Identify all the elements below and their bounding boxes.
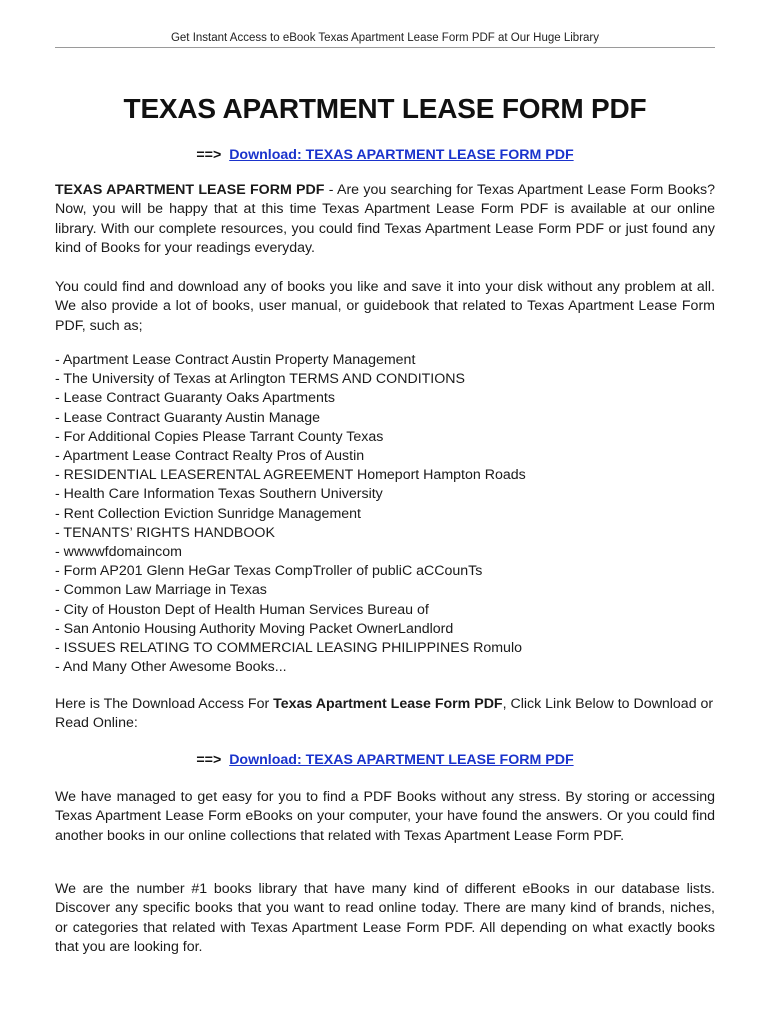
list-item: - TENANTS’ RIGHTS HANDBOOK bbox=[55, 524, 275, 541]
page-title: TEXAS APARTMENT LEASE FORM PDF bbox=[123, 93, 647, 124]
download-arrow-bottom: ==> bbox=[196, 752, 222, 768]
intro-paragraph bbox=[55, 181, 715, 259]
access-paragraph bbox=[55, 695, 715, 734]
list-item: - Form AP201 Glenn HeGar Texas CompTroller of publiC aCCounTs bbox=[55, 563, 483, 580]
list-item: - Health Care Information Texas Southern University bbox=[55, 486, 383, 503]
access-text-after: , Click Link Below to Download or Read Online: bbox=[55, 696, 714, 732]
list-item: - For Additional Copies Please Tarrant County Texas bbox=[55, 428, 384, 445]
book-list bbox=[55, 351, 715, 677]
download-link-bottom[interactable]: Download: TEXAS APARTMENT LEASE FORM PDF bbox=[229, 752, 574, 768]
list-item: - ISSUES RELATING TO COMMERCIAL LEASING PHILIPPINES Romulo bbox=[55, 640, 522, 657]
download-line-top bbox=[55, 146, 715, 164]
list-item: - Apartment Lease Contract Realty Pros of Austin bbox=[55, 448, 365, 465]
download-link-top[interactable]: Download: TEXAS APARTMENT LEASE FORM PDF bbox=[229, 147, 574, 163]
find-paragraph: You could find and download any of books you like and save it into your disk without any problem at all. We also provide a lot of books, user manual, or guidebook that related to Texas Apartment Lease Form PDF, such as; bbox=[55, 279, 715, 334]
list-item: - Apartment Lease Contract Austin Property Management bbox=[55, 352, 416, 368]
managed-paragraph: We have managed to get easy for you to find a PDF Books without any stress. By storing or accessing Texas Apartment Lease Form eBooks on your computer, your have found the answers. Or you could find another books in our online collections that related with Texas Apartment Lease Form PDF. bbox=[55, 789, 715, 844]
list-item: - Lease Contract Guaranty Austin Manage bbox=[55, 409, 320, 426]
page-header: Get Instant Access to eBook Texas Apartment Lease Form PDF at Our Huge Library bbox=[170, 32, 600, 44]
list-item: - RESIDENTIAL LEASERENTAL AGREEMENT Homeport Hampton Roads bbox=[55, 467, 526, 484]
download-arrow-top: ==> bbox=[196, 147, 222, 163]
list-item: - City of Houston Dept of Health Human Services Bureau of bbox=[55, 601, 429, 618]
list-item: - The University of Texas at Arlington TERMS AND CONDITIONS bbox=[55, 371, 465, 388]
download-line-bottom bbox=[55, 751, 715, 769]
access-text-before: Here is The Download Access For bbox=[55, 696, 274, 712]
list-item: - Common Law Marriage in Texas bbox=[55, 582, 267, 599]
list-item: - Lease Contract Guaranty Oaks Apartments bbox=[55, 390, 335, 407]
intro-bold-title: TEXAS APARTMENT LEASE FORM PDF bbox=[55, 182, 325, 198]
list-item: - San Antonio Housing Authority Moving Packet OwnerLandlord bbox=[55, 620, 454, 637]
library-paragraph: We are the number #1 books library that have many kind of different eBooks in our database lists. Discover any specific books that you want to read online today. There are many kind of brands, niches, or categories that related with Texas Apartment Lease Form PDF. All depending on what exactly books that you are looking for. bbox=[55, 881, 715, 956]
access-bold-title: Texas Apartment Lease Form PDF bbox=[273, 696, 503, 712]
list-item: - wwwwfdomaincom bbox=[55, 544, 182, 561]
list-item: - Rent Collection Eviction Sunridge Management bbox=[55, 505, 361, 522]
intro-text: - Are you searching for Texas Apartment Lease Form Books? Now, you will be happy that at this time Texas Apartment Lease Form PDF is available at our online library. With our complete resources, you could find Texas Apartment Lease Form PDF or just found any kind of Books for your readings everyday. bbox=[55, 182, 715, 257]
header-divider bbox=[55, 47, 715, 48]
list-item: - And Many Other Awesome Books... bbox=[55, 659, 287, 676]
